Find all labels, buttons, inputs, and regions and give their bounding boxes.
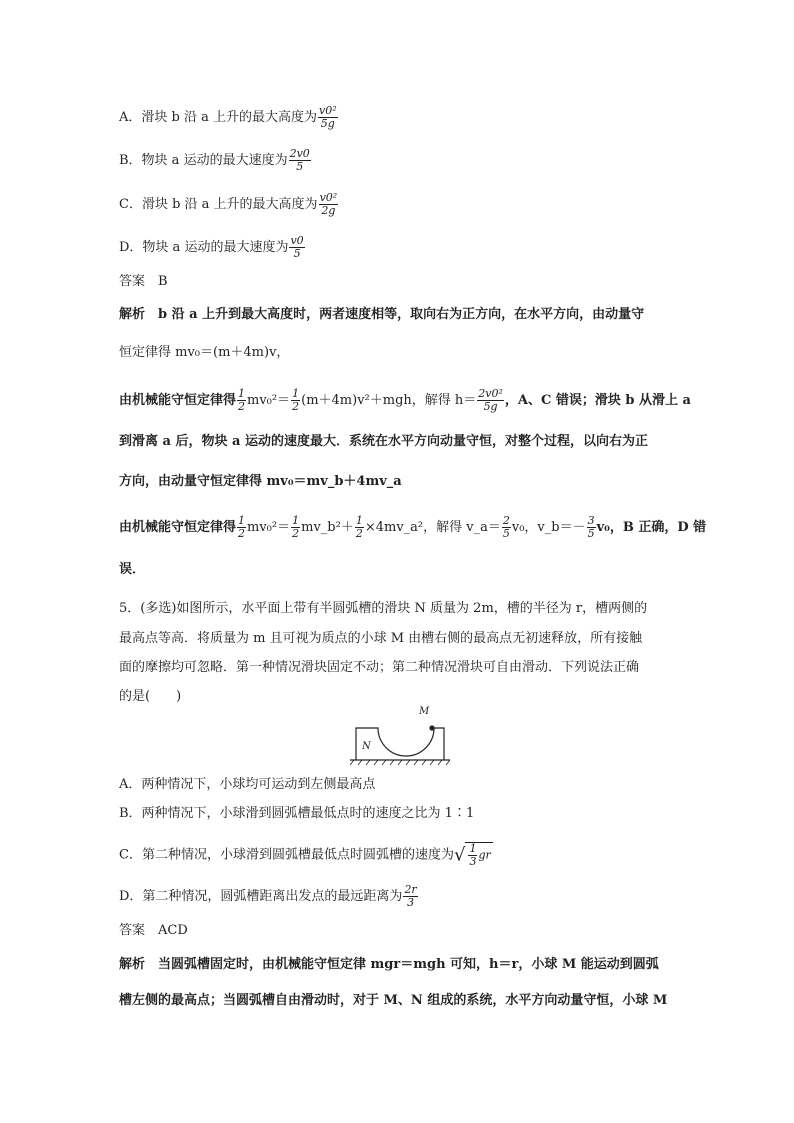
q4-analysis-line: 由机械能守恒定律得 $\frac{1}{2}$ mv₀²＝ $\frac{1}{2}$ mv_b²＋ $\frac{1}{2}$ ×4mv_a²，解得 v_a＝ $\frac{2}{5}$ v₀，v_b＝－ $\frac{3}{5}$ v₀，B 正确，D 错 [119, 514, 707, 540]
q4-answer: 答案 B [119, 274, 168, 289]
q4-analysis-line: 误． [119, 562, 146, 577]
q5-analysis-line: 槽左侧的最高点；当圆弧槽自由滑动时，对于 M、N 组成的系统，水平方向动量守恒，小球 M [119, 993, 668, 1008]
q5-option-c: C．第二种情况，小球滑到圆弧槽最低点时圆弧槽的速度为√ $\frac{1}{3}$ gr [119, 842, 491, 868]
fraction: $\frac{2}{5}$ [502, 514, 510, 540]
q4-option-d: D．物块 a 运动的最大速度为 $\frac{v0}{5}$ [119, 234, 304, 260]
fraction: $\frac{v0}{5}$ [290, 234, 304, 260]
fraction: $\frac{1}{3}$ [469, 842, 477, 868]
q5-analysis-line: 解析 当圆弧槽固定时，由机械能守恒定律 mgr＝mgh 可知，h＝r，小球 M 能运动到圆弧 [119, 957, 659, 972]
fraction: $\frac{\text{v0²}}{5g}$ [319, 104, 337, 130]
fraction: $\frac{3}{5}$ [587, 514, 595, 540]
fraction: $\frac{2r}{3}$ [404, 883, 417, 909]
slider-groove-figure [350, 708, 450, 766]
square-root: √ $\frac{1}{3}$ gr [453, 842, 491, 868]
q5-stem-line: 5．(多选)如图所示，水平面上带有半圆弧槽的滑块 N 质量为 2m，槽的半径为 r，槽两侧的 [119, 601, 648, 616]
q4-option-b: B．物块 a 运动的最大速度为 $\frac{2v0}{5}$ [119, 147, 310, 173]
fraction: $\frac{\text{v0²}}{2g}$ [319, 191, 338, 217]
label-m: M [419, 706, 430, 717]
q4-option-c: C．滑块 b 沿 a 上升的最大高度为 $\frac{\text{v0²}}{2g}$ [119, 191, 338, 217]
q4-option-a: A．滑块 b 沿 a 上升的最大高度为 $\frac{\text{v0²}}{5g}$ [119, 104, 337, 130]
q4-analysis-line: 由机械能守恒定律得 $\frac{1}{2}$ mv₀²＝ $\frac{1}{2}$ (m＋4m)v²＋mgh，解得 h＝ $\frac{\text{2v0²}}{5g}$ ，A、C 错误；滑块 b 从滑上 a [119, 387, 691, 413]
q5-stem-line: 的是( ) [119, 689, 182, 704]
q5-option-b: B．两种情况下，小球滑到圆弧槽最低点时的速度之比为 1∶1 [119, 806, 475, 821]
fraction: $\frac{\text{2v0²}}{5g}$ [478, 387, 503, 413]
fraction: $\frac{1}{2}$ [355, 514, 363, 540]
fraction: $\frac{1}{2}$ [238, 514, 246, 540]
q4-analysis-line: 解析 b 沿 a 上升到最大高度时，两者速度相等，取向右为正方向，在水平方向，由动量守 [119, 307, 645, 322]
q4-analysis-line: 恒定律得 mv₀＝(m＋4m)v， [119, 345, 290, 360]
half-groove-diagram [350, 708, 450, 770]
q4-analysis-line: 到滑离 a 后，物块 a 运动的速度最大．系统在水平方向动量守恒，对整个过程，以向右为正 [119, 434, 648, 449]
q5-stem-line: 面的摩擦均可忽略．第一种情况滑块固定不动；第二种情况滑块可自由滑动．下列说法正确 [119, 660, 640, 675]
fraction: $\frac{1}{2}$ [238, 387, 246, 413]
q5-stem-line: 最高点等高．将质量为 m 且可视为质点的小球 M 由槽右侧的最高点无初速释放，所有接触 [119, 631, 643, 646]
q5-option-a: A．两种情况下，小球均可运动到左侧最高点 [119, 777, 376, 792]
fraction: $\frac{1}{2}$ [292, 514, 300, 540]
fraction: $\frac{2v0}{5}$ [289, 147, 310, 173]
q5-answer: 答案 ACD [119, 923, 188, 938]
fraction: $\frac{1}{2}$ [292, 387, 300, 413]
label-n: N [362, 741, 371, 752]
q5-option-d: D．第二种情况，圆弧槽距离出发点的最远距离为 $\frac{2r}{3}$ [119, 883, 417, 909]
q4-analysis-line: 方向，由动量守恒定律得 mv₀＝mv_b＋4mv_a [119, 474, 402, 489]
